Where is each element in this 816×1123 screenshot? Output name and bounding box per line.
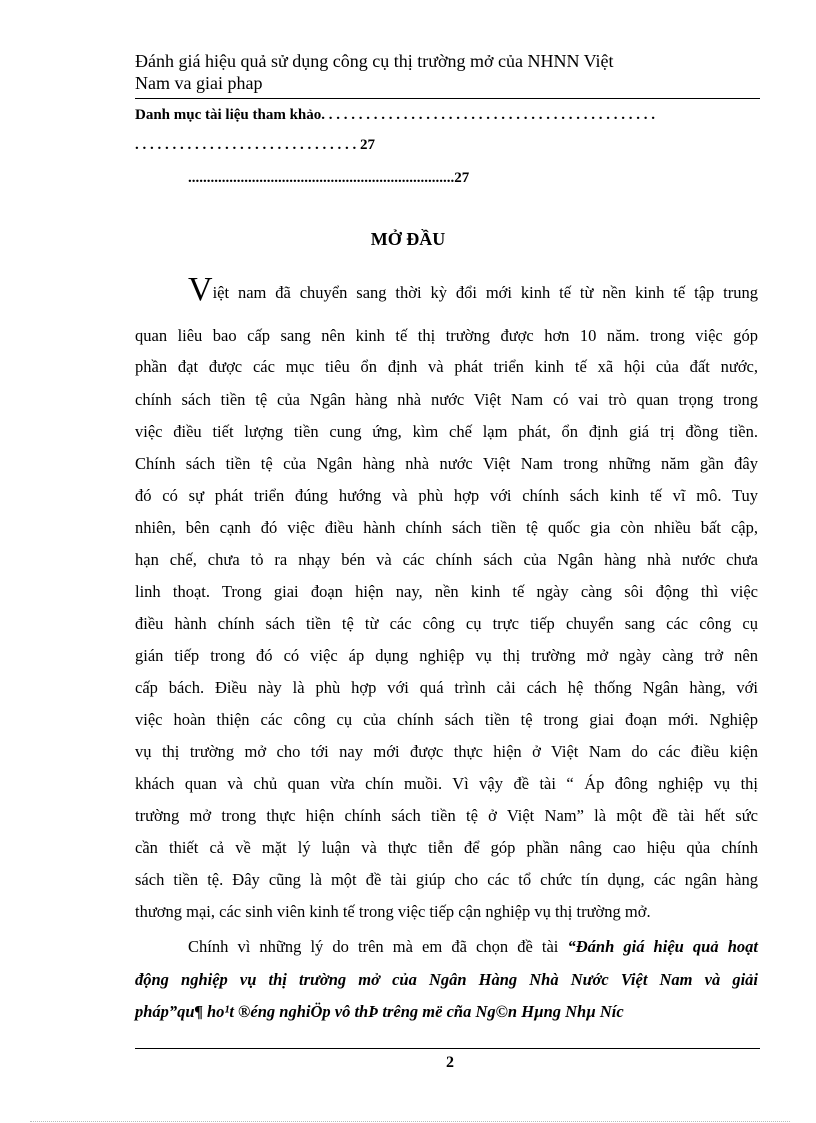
- page-number: 2: [446, 1054, 454, 1071]
- paragraph-line: thương mại, các sinh viên kinh tế trong việc tiếp cận nghiệp vụ thị trường mở.: [135, 902, 651, 921]
- running-header-title: [135, 50, 755, 94]
- paragraph-line: Việt nam đã chuyển sang thời kỳ đổi mới kinh tế từ nền kinh tế tập trung: [188, 271, 758, 308]
- paragraph-line: khách quan và chủ quan vừa chín muồi. Vì vậy đề tài “ Áp đông nghiệp vụ thị: [135, 774, 758, 793]
- topic-title-line: pháp”qu¶ ho¹t ®éng nghiÖp vô thÞ trêng më cña Ng©n Hµng Nhµ Níc: [135, 1002, 624, 1021]
- paragraph-line: đó có sự phát triển đúng hướng và phù hợp với chính sách kinh tế vĩ mô. Tuy: [135, 486, 758, 505]
- topic-title-emphasis: “Đánh giá hiệu quả hoạt: [567, 937, 758, 956]
- paragraph-line: Chính vì những lý do trên mà em đã chọn đề tài “Đánh giá hiệu quả hoạt: [188, 937, 758, 956]
- toc-entry-leader: . . . . . . . . . . . . . . . . . . . . . . . . . . . . . . 27: [135, 137, 375, 153]
- paragraph-line: điều hành chính sách tiền tệ từ các công cụ trực tiếp chuyển sang các công cụ: [135, 614, 758, 633]
- paragraph-line: Chính sách tiền tệ của Ngân hàng nhà nước Việt Nam trong những năm gần đây: [135, 454, 758, 473]
- paragraph-line: phần đạt được các mục tiêu ổn định và phát triển kinh tế xã hội của đất nước,: [135, 357, 758, 376]
- paragraph-line: việc điều tiết lượng tiền cung ứng, kìm chế lạm phát, ổn định giá trị đồng tiền.: [135, 422, 758, 441]
- footer-rule: [135, 1048, 760, 1049]
- paragraph-line: nhiên, bên cạnh đó việc điều hành chính sách tiền tệ quốc gia còn nhiều bất cập,: [135, 518, 758, 537]
- drop-cap: V: [188, 271, 213, 308]
- paragraph-line: cấp bách. Điều này là phù hợp với quá trình cải cách hệ thống Ngân hàng, với: [135, 678, 758, 697]
- paragraph-line: chính sách tiền tệ của Ngân hàng nhà nước Việt Nam có vai trò quan trọng trong: [135, 390, 758, 409]
- header-title-line1: Đánh giá hiệu quả sử dụng công cụ thị trường mở của NHNN Việt: [135, 51, 614, 71]
- section-heading: MỞ ĐẦU: [370, 229, 446, 249]
- paragraph-line: việc hoàn thiện các công cụ của chính sách tiền tệ trong giai đoạn mới. Nghiệp: [135, 710, 758, 729]
- paragraph-line: quan liêu bao cấp sang nên kinh tế thị trường được hơn 10 năm. trong việc góp: [135, 326, 758, 345]
- paragraph-line: sách tiền tệ. Đây cũng là một đề tài giúp cho các tổ chức tín dụng, các ngân hàng: [135, 870, 758, 889]
- paragraph-line: linh thoạt. Trong giai đoạn hiện nay, nền kinh tế ngày càng sôi động thì việc: [135, 582, 758, 601]
- paragraph-line: trường mở trong thực hiện chính sách tiền tệ ở Việt Nam” là một đề tài hết sức: [135, 806, 758, 825]
- page-edge-divider: [30, 1121, 790, 1122]
- header-rule: [135, 98, 760, 99]
- paragraph-line: gián tiếp trong đó có việc áp dụng nghiệp vụ thị trường mở ngày càng trở nên: [135, 646, 758, 665]
- header-title-line2: Nam va giai phap: [135, 73, 263, 93]
- paragraph-line: vụ thị trường mở cho tới nay mới được thực hiện ở Việt Nam do các điều kiện: [135, 742, 758, 761]
- paragraph-line: hạn chế, chưa tỏ ra nhạy bén và các chính sách của Ngân hàng nhà nước chưa: [135, 550, 758, 569]
- paragraph-line: cần thiết cả về mặt lý luận và thực tiễn để góp phần nâng cao hiệu qủa chính: [135, 838, 758, 857]
- topic-title-line: động nghiệp vụ thị trường mở của Ngân Hàng Nhà Nước Việt Nam và giải: [135, 970, 758, 989]
- toc-entry-references: Danh mục tài liệu tham khảo. . . . . . . . . . . . . . . . . . . . . . . . . . . . . . . . . . . . . . . . . . . . .: [135, 107, 656, 123]
- toc-entry-leader-2: .......................................................................27: [188, 170, 470, 186]
